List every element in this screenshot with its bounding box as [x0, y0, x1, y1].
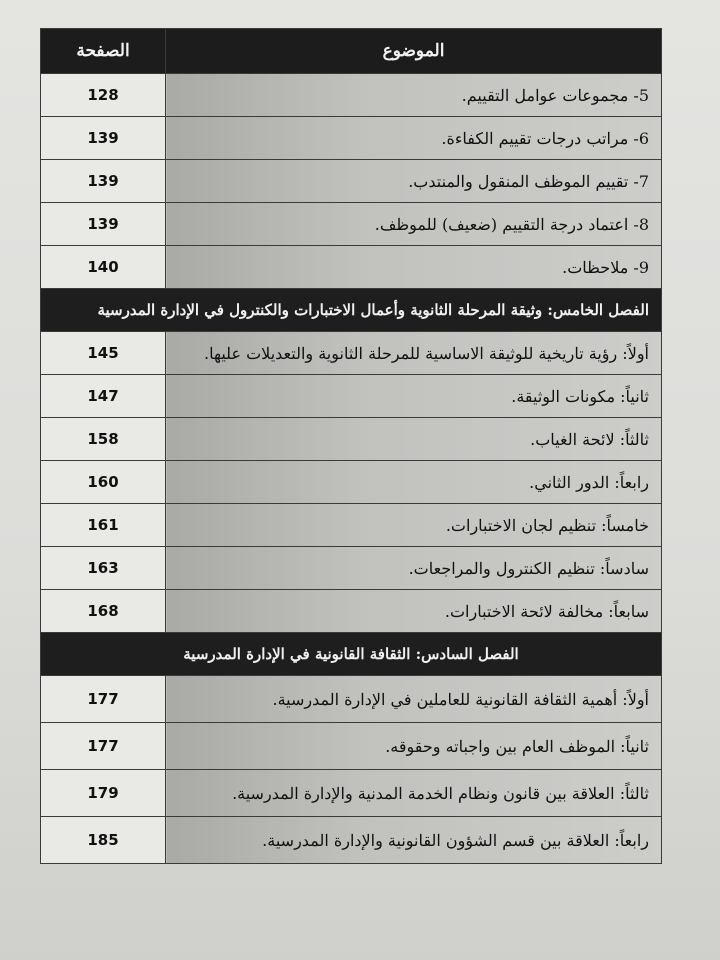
entry-page: 139 [41, 117, 166, 160]
entry-page: 185 [41, 817, 166, 864]
entry-title: ثانياً: مكونات الوثيقة. [166, 375, 662, 418]
entry-page: 140 [41, 246, 166, 289]
entry-title: أولاً: رؤية تاريخية للوثيقة الاساسية للمرحلة الثانوية والتعديلات عليها. [166, 332, 662, 375]
table-row [41, 590, 662, 633]
chapter-six-heading-row [41, 633, 662, 676]
entry-title: سابعاً: مخالفة لائحة الاختبارات. [166, 590, 662, 633]
table-of-contents [40, 28, 662, 864]
entry-page: 179 [41, 770, 166, 817]
chapter-six-title: الفصل السادس: الثقافة القانونية في الإدارة المدرسية [41, 633, 662, 676]
table-row [41, 160, 662, 203]
entry-page: 128 [41, 74, 166, 117]
table-row [41, 504, 662, 547]
table-row [41, 246, 662, 289]
entry-title: 8- اعتماد درجة التقييم (ضعيف) للموظف. [166, 203, 662, 246]
entry-title: 5- مجموعات عوامل التقييم. [166, 74, 662, 117]
table-row [41, 74, 662, 117]
toc-header-row [41, 29, 662, 74]
entry-page: 161 [41, 504, 166, 547]
entry-title: ثانياً: الموظف العام بين واجباته وحقوقه. [166, 723, 662, 770]
table-row [41, 547, 662, 590]
entry-title: 6- مراتب درجات تقييم الكفاءة. [166, 117, 662, 160]
entry-page: 177 [41, 723, 166, 770]
table-row [41, 375, 662, 418]
entry-title: سادساً: تنظيم الكنترول والمراجعات. [166, 547, 662, 590]
page-column-header: الصفحة [41, 29, 166, 74]
entry-page: 139 [41, 203, 166, 246]
entry-page: 168 [41, 590, 166, 633]
table-row [41, 461, 662, 504]
table-row [41, 117, 662, 160]
table-row [41, 676, 662, 723]
entry-title: رابعاً: الدور الثاني. [166, 461, 662, 504]
entry-title: رابعاً: العلاقة بين قسم الشؤون القانونية والإدارة المدرسية. [166, 817, 662, 864]
chapter-five-title: الفصل الخامس: وثيقة المرحلة الثانوية وأعمال الاختبارات والكنترول في الإدارة المدرسية [41, 289, 662, 332]
entry-page: 160 [41, 461, 166, 504]
table-row [41, 723, 662, 770]
entry-title: خامساً: تنظيم لجان الاختبارات. [166, 504, 662, 547]
topic-column-header: الموضوع [166, 29, 662, 74]
table-row [41, 770, 662, 817]
table-row [41, 817, 662, 864]
entry-title: أولاً: أهمية الثقافة القانونية للعاملين في الإدارة المدرسية. [166, 676, 662, 723]
entry-page: 139 [41, 160, 166, 203]
entry-page: 145 [41, 332, 166, 375]
entry-title: ثالثاً: لائحة الغياب. [166, 418, 662, 461]
entry-title: 9- ملاحظات. [166, 246, 662, 289]
entry-page: 147 [41, 375, 166, 418]
entry-page: 177 [41, 676, 166, 723]
table-row [41, 418, 662, 461]
entry-title: ثالثاً: العلاقة بين قانون ونظام الخدمة المدنية والإدارة المدرسية. [166, 770, 662, 817]
entry-title: 7- تقييم الموظف المنقول والمنتدب. [166, 160, 662, 203]
table-row [41, 203, 662, 246]
chapter-five-heading-row [41, 289, 662, 332]
entry-page: 158 [41, 418, 166, 461]
entry-page: 163 [41, 547, 166, 590]
table-row [41, 332, 662, 375]
